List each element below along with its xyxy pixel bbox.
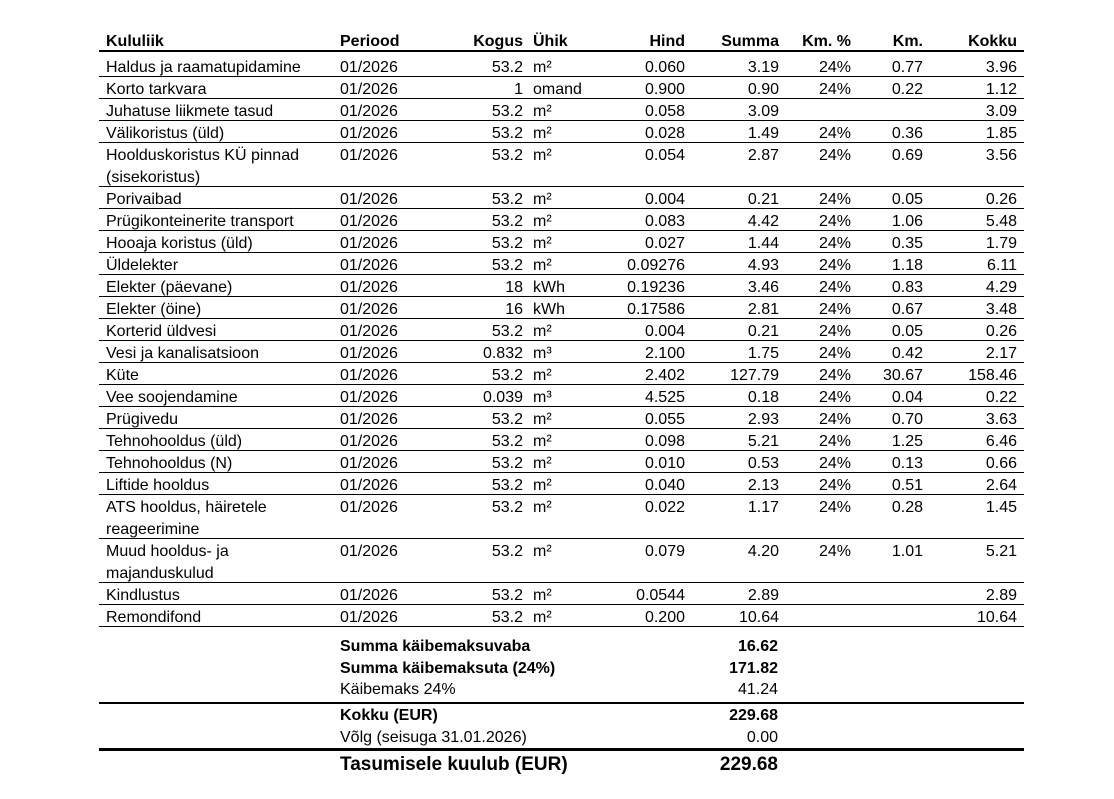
row-vat-pct: 24%	[818, 191, 851, 208]
row-vat: 0.04	[891, 389, 923, 406]
row-name: Vesi ja kanalisatsioon	[106, 345, 259, 362]
row-unit: m²	[533, 499, 552, 516]
header-km: Km.	[892, 33, 923, 50]
row-total: 10.64	[976, 609, 1017, 626]
table-row	[99, 604, 1024, 627]
row-total: 1.45	[985, 499, 1017, 516]
row-name: Tehnohooldus (üld)	[106, 433, 243, 450]
row-qty: 53.2	[491, 323, 523, 340]
row-sum: 3.09	[747, 103, 779, 120]
row-period: 01/2026	[340, 213, 398, 230]
row-vat: 0.05	[891, 191, 923, 208]
row-sum: 1.17	[747, 499, 779, 516]
row-sum: 2.81	[747, 301, 779, 318]
row-sum: 4.42	[747, 213, 779, 230]
table-row	[99, 230, 1024, 253]
row-price: 0.004	[644, 191, 685, 208]
summary-vat-label: Käibemaks 24%	[340, 681, 456, 698]
table-row	[99, 186, 1024, 209]
summary-vat-free-label: Summa käibemaksuvaba	[340, 638, 531, 655]
row-price: 0.900	[644, 81, 685, 98]
row-total: 1.85	[985, 125, 1017, 142]
table-row	[99, 406, 1024, 429]
row-vat: 0.22	[891, 81, 923, 98]
table-row	[99, 450, 1024, 473]
row-unit: m²	[533, 103, 552, 120]
header-rule	[99, 50, 1024, 52]
row-name: Hooaja koristus (üld)	[106, 235, 253, 252]
row-period: 01/2026	[340, 301, 398, 318]
payable-rule	[99, 748, 1024, 751]
header-summa: Summa	[721, 33, 779, 50]
row-period: 01/2026	[340, 345, 398, 362]
row-vat: 0.28	[891, 499, 923, 516]
row-unit: m²	[533, 125, 552, 142]
table-row	[99, 208, 1024, 231]
row-sum: 10.64	[738, 609, 779, 626]
row-vat-pct: 24%	[818, 389, 851, 406]
row-qty: 18	[505, 279, 523, 296]
row-sum: 1.49	[747, 125, 779, 142]
row-period: 01/2026	[340, 103, 398, 120]
row-period: 01/2026	[340, 411, 398, 428]
row-period: 01/2026	[340, 191, 398, 208]
row-vat-pct: 24%	[818, 411, 851, 428]
payable-value: 229.68	[719, 754, 778, 775]
row-name: Korterid üldvesi	[106, 323, 217, 340]
row-qty: 16	[505, 301, 523, 318]
row-name: Elekter (öine)	[106, 301, 202, 318]
row-sum: 127.79	[730, 367, 779, 384]
row-qty: 53.2	[491, 433, 523, 450]
row-sum: 0.90	[747, 81, 779, 98]
table-row	[99, 318, 1024, 341]
row-qty: 1	[514, 81, 523, 98]
row-sum: 4.93	[747, 257, 779, 274]
row-vat: 1.06	[891, 213, 923, 230]
row-unit: m²	[533, 411, 552, 428]
table-row	[99, 582, 1024, 605]
row-sum: 2.89	[747, 587, 779, 604]
row-sum: 2.93	[747, 411, 779, 428]
row-price: 0.060	[644, 59, 685, 76]
row-qty: 53.2	[491, 147, 523, 164]
row-name: ATS hooldus, häiretele reageerimine	[106, 499, 267, 538]
row-name: Porivaibad	[106, 191, 182, 208]
row-unit: m³	[533, 389, 552, 406]
row-qty: 53.2	[491, 59, 523, 76]
row-total: 1.12	[985, 81, 1017, 98]
header-kokku: Kokku	[968, 33, 1017, 50]
row-price: 0.054	[644, 147, 685, 164]
row-sum: 0.21	[747, 323, 779, 340]
row-qty: 53.2	[491, 587, 523, 604]
row-qty: 53.2	[491, 257, 523, 274]
row-total: 0.66	[985, 455, 1017, 472]
row-vat-pct: 24%	[818, 59, 851, 76]
row-vat: 0.67	[891, 301, 923, 318]
row-total: 158.46	[968, 367, 1017, 384]
row-period: 01/2026	[340, 147, 398, 164]
row-period: 01/2026	[340, 433, 398, 450]
row-period: 01/2026	[340, 609, 398, 626]
row-period: 01/2026	[340, 543, 398, 560]
summary-total-label: Kokku (EUR)	[340, 707, 438, 724]
row-total: 6.11	[987, 257, 1017, 274]
row-unit: m²	[533, 59, 552, 76]
row-price: 0.09276	[627, 257, 685, 274]
row-name: Remondifond	[106, 609, 202, 626]
summary-vat-free-value: 16.62	[737, 638, 778, 655]
row-total: 3.63	[985, 411, 1017, 428]
row-name: Elekter (päevane)	[106, 279, 233, 296]
row-vat: 0.77	[891, 59, 923, 76]
row-price: 4.525	[644, 389, 685, 406]
row-period: 01/2026	[340, 279, 398, 296]
row-price: 0.022	[644, 499, 685, 516]
row-qty: 53.2	[491, 103, 523, 120]
row-total: 3.96	[985, 59, 1017, 76]
row-period: 01/2026	[340, 235, 398, 252]
row-price: 0.004	[644, 323, 685, 340]
row-sum: 0.21	[747, 191, 779, 208]
row-vat-pct: 24%	[818, 477, 851, 494]
row-qty: 0.039	[482, 389, 523, 406]
row-vat-pct: 24%	[818, 455, 851, 472]
row-vat: 0.35	[891, 235, 923, 252]
row-vat: 0.13	[891, 455, 923, 472]
row-total: 0.26	[985, 191, 1017, 208]
row-total: 5.48	[985, 213, 1017, 230]
summary-debt-label: Võlg (seisuga 31.01.2026)	[340, 729, 527, 746]
row-unit: m²	[533, 147, 552, 164]
row-sum: 5.21	[747, 433, 779, 450]
row-vat-pct: 24%	[818, 213, 851, 230]
row-unit: m²	[533, 213, 552, 230]
row-total: 3.56	[985, 147, 1017, 164]
row-name: Küte	[106, 367, 139, 384]
row-total: 2.64	[985, 477, 1017, 494]
row-unit: kWh	[533, 279, 565, 296]
row-qty: 53.2	[491, 367, 523, 384]
row-total: 2.89	[985, 587, 1017, 604]
summary-vat-value: 41.24	[737, 681, 778, 698]
table-row	[99, 252, 1024, 275]
table-row	[99, 538, 1024, 583]
row-total: 1.79	[985, 235, 1017, 252]
row-total: 0.26	[985, 323, 1017, 340]
table-row	[99, 76, 1024, 99]
summary-without-vat-value: 171.82	[729, 660, 778, 677]
row-total: 6.46	[985, 433, 1017, 450]
row-name: Prügikonteinerite transport	[106, 213, 294, 230]
header-kogus: Kogus	[473, 33, 523, 50]
row-total: 3.48	[985, 301, 1017, 318]
row-price: 0.055	[644, 411, 685, 428]
row-qty: 53.2	[491, 191, 523, 208]
row-vat: 0.36	[891, 125, 923, 142]
row-period: 01/2026	[340, 499, 398, 516]
row-vat-pct: 24%	[818, 323, 851, 340]
row-qty: 53.2	[491, 499, 523, 516]
row-price: 0.19236	[627, 279, 685, 296]
table-row	[99, 494, 1024, 539]
row-qty: 53.2	[491, 125, 523, 142]
row-total: 2.17	[985, 345, 1017, 362]
row-sum: 4.20	[747, 543, 779, 560]
row-price: 0.079	[644, 543, 685, 560]
row-price: 0.040	[644, 477, 685, 494]
row-period: 01/2026	[340, 477, 398, 494]
row-price: 0.010	[644, 455, 685, 472]
table-row	[99, 98, 1024, 121]
row-vat: 0.42	[891, 345, 923, 362]
row-period: 01/2026	[340, 587, 398, 604]
row-sum: 1.75	[747, 345, 779, 362]
row-vat-pct: 24%	[818, 257, 851, 274]
row-unit: m²	[533, 587, 552, 604]
row-unit: m²	[533, 609, 552, 626]
row-vat: 0.05	[891, 323, 923, 340]
row-unit: m²	[533, 323, 552, 340]
row-name: Vee soojendamine	[106, 389, 238, 406]
row-price: 0.027	[644, 235, 685, 252]
row-unit: m²	[533, 257, 552, 274]
row-name: Hoolduskoristus KÜ pinnad (sisekoristus)	[106, 147, 299, 186]
header-uhik: Ühik	[533, 33, 568, 50]
row-price: 2.100	[644, 345, 685, 362]
table-row	[99, 340, 1024, 363]
header-hind: Hind	[649, 33, 685, 50]
row-sum: 0.53	[747, 455, 779, 472]
table-row	[99, 274, 1024, 297]
row-price: 0.083	[644, 213, 685, 230]
row-vat-pct: 24%	[818, 147, 851, 164]
table-row	[99, 384, 1024, 407]
row-qty: 53.2	[491, 609, 523, 626]
row-vat-pct: 24%	[818, 125, 851, 142]
row-name: Tehnohooldus (N)	[106, 455, 233, 472]
row-sum: 0.18	[747, 389, 779, 406]
summary-total-value: 229.68	[729, 707, 778, 724]
row-vat: 30.67	[882, 367, 923, 384]
row-unit: m²	[533, 433, 552, 450]
row-unit: omand	[533, 81, 582, 98]
row-price: 0.0544	[636, 587, 685, 604]
row-vat-pct: 24%	[818, 367, 851, 384]
table-row	[99, 362, 1024, 385]
row-price: 2.402	[644, 367, 685, 384]
row-unit: m²	[533, 455, 552, 472]
row-sum: 3.19	[747, 59, 779, 76]
row-unit: m²	[533, 235, 552, 252]
summary-rule	[99, 702, 1024, 704]
summary-debt-value: 0.00	[746, 729, 778, 746]
row-vat: 0.83	[891, 279, 923, 296]
row-vat: 0.70	[891, 411, 923, 428]
row-sum: 3.46	[747, 279, 779, 296]
row-vat-pct: 24%	[818, 81, 851, 98]
row-name: Kindlustus	[106, 587, 180, 604]
row-unit: m²	[533, 543, 552, 560]
row-name: Välikoristus (üld)	[106, 125, 225, 142]
row-name: Muud hooldus- ja majanduskulud	[106, 543, 229, 582]
row-sum: 2.13	[747, 477, 779, 494]
row-price: 0.028	[644, 125, 685, 142]
row-period: 01/2026	[340, 81, 398, 98]
row-period: 01/2026	[340, 367, 398, 384]
table-row	[99, 296, 1024, 319]
row-price: 0.098	[644, 433, 685, 450]
row-vat: 1.18	[891, 257, 923, 274]
row-total: 5.21	[985, 543, 1017, 560]
table-row	[99, 428, 1024, 451]
row-vat-pct: 24%	[818, 279, 851, 296]
row-vat: 0.69	[891, 147, 923, 164]
row-name: Üldelekter	[106, 257, 179, 274]
row-price: 0.200	[644, 609, 685, 626]
table-row	[99, 142, 1024, 187]
row-qty: 53.2	[491, 455, 523, 472]
row-vat-pct: 24%	[818, 301, 851, 318]
row-total: 3.09	[985, 103, 1017, 120]
row-name: Juhatuse liikmete tasud	[106, 103, 274, 120]
row-vat: 0.51	[891, 477, 923, 494]
row-qty: 53.2	[491, 411, 523, 428]
row-vat-pct: 24%	[818, 433, 851, 450]
row-period: 01/2026	[340, 257, 398, 274]
row-unit: kWh	[533, 301, 565, 318]
row-unit: m²	[533, 477, 552, 494]
row-period: 01/2026	[340, 59, 398, 76]
row-qty: 53.2	[491, 213, 523, 230]
row-vat-pct: 24%	[818, 499, 851, 516]
row-vat-pct: 24%	[818, 345, 851, 362]
table-row	[99, 120, 1024, 143]
row-vat: 1.25	[891, 433, 923, 450]
header-km-pct: Km. %	[802, 33, 851, 50]
row-price: 0.17586	[627, 301, 685, 318]
row-vat: 1.01	[891, 543, 923, 560]
row-qty: 53.2	[491, 477, 523, 494]
payable-label: Tasumisele kuulub (EUR)	[340, 754, 568, 775]
table-row	[99, 54, 1024, 77]
row-total: 0.22	[985, 389, 1017, 406]
row-total: 4.29	[985, 279, 1017, 296]
table-row	[99, 472, 1024, 495]
header-kululiik: Kululiik	[106, 33, 164, 50]
row-name: Prügivedu	[106, 411, 179, 428]
row-vat-pct: 24%	[818, 543, 851, 560]
row-unit: m³	[533, 345, 552, 362]
row-vat-pct: 24%	[818, 235, 851, 252]
row-period: 01/2026	[340, 323, 398, 340]
row-qty: 53.2	[491, 235, 523, 252]
row-name: Liftide hooldus	[106, 477, 210, 494]
row-period: 01/2026	[340, 455, 398, 472]
row-unit: m²	[533, 367, 552, 384]
row-unit: m²	[533, 191, 552, 208]
row-period: 01/2026	[340, 389, 398, 406]
row-period: 01/2026	[340, 125, 398, 142]
row-qty: 0.832	[482, 345, 523, 362]
summary-without-vat-label: Summa käibemaksuta (24%)	[340, 660, 556, 677]
row-qty: 53.2	[491, 543, 523, 560]
row-sum: 2.87	[747, 147, 779, 164]
header-periood: Periood	[340, 33, 400, 50]
row-price: 0.058	[644, 103, 685, 120]
row-sum: 1.44	[747, 235, 779, 252]
row-name: Korto tarkvara	[106, 81, 207, 98]
row-name: Haldus ja raamatupidamine	[106, 59, 301, 76]
